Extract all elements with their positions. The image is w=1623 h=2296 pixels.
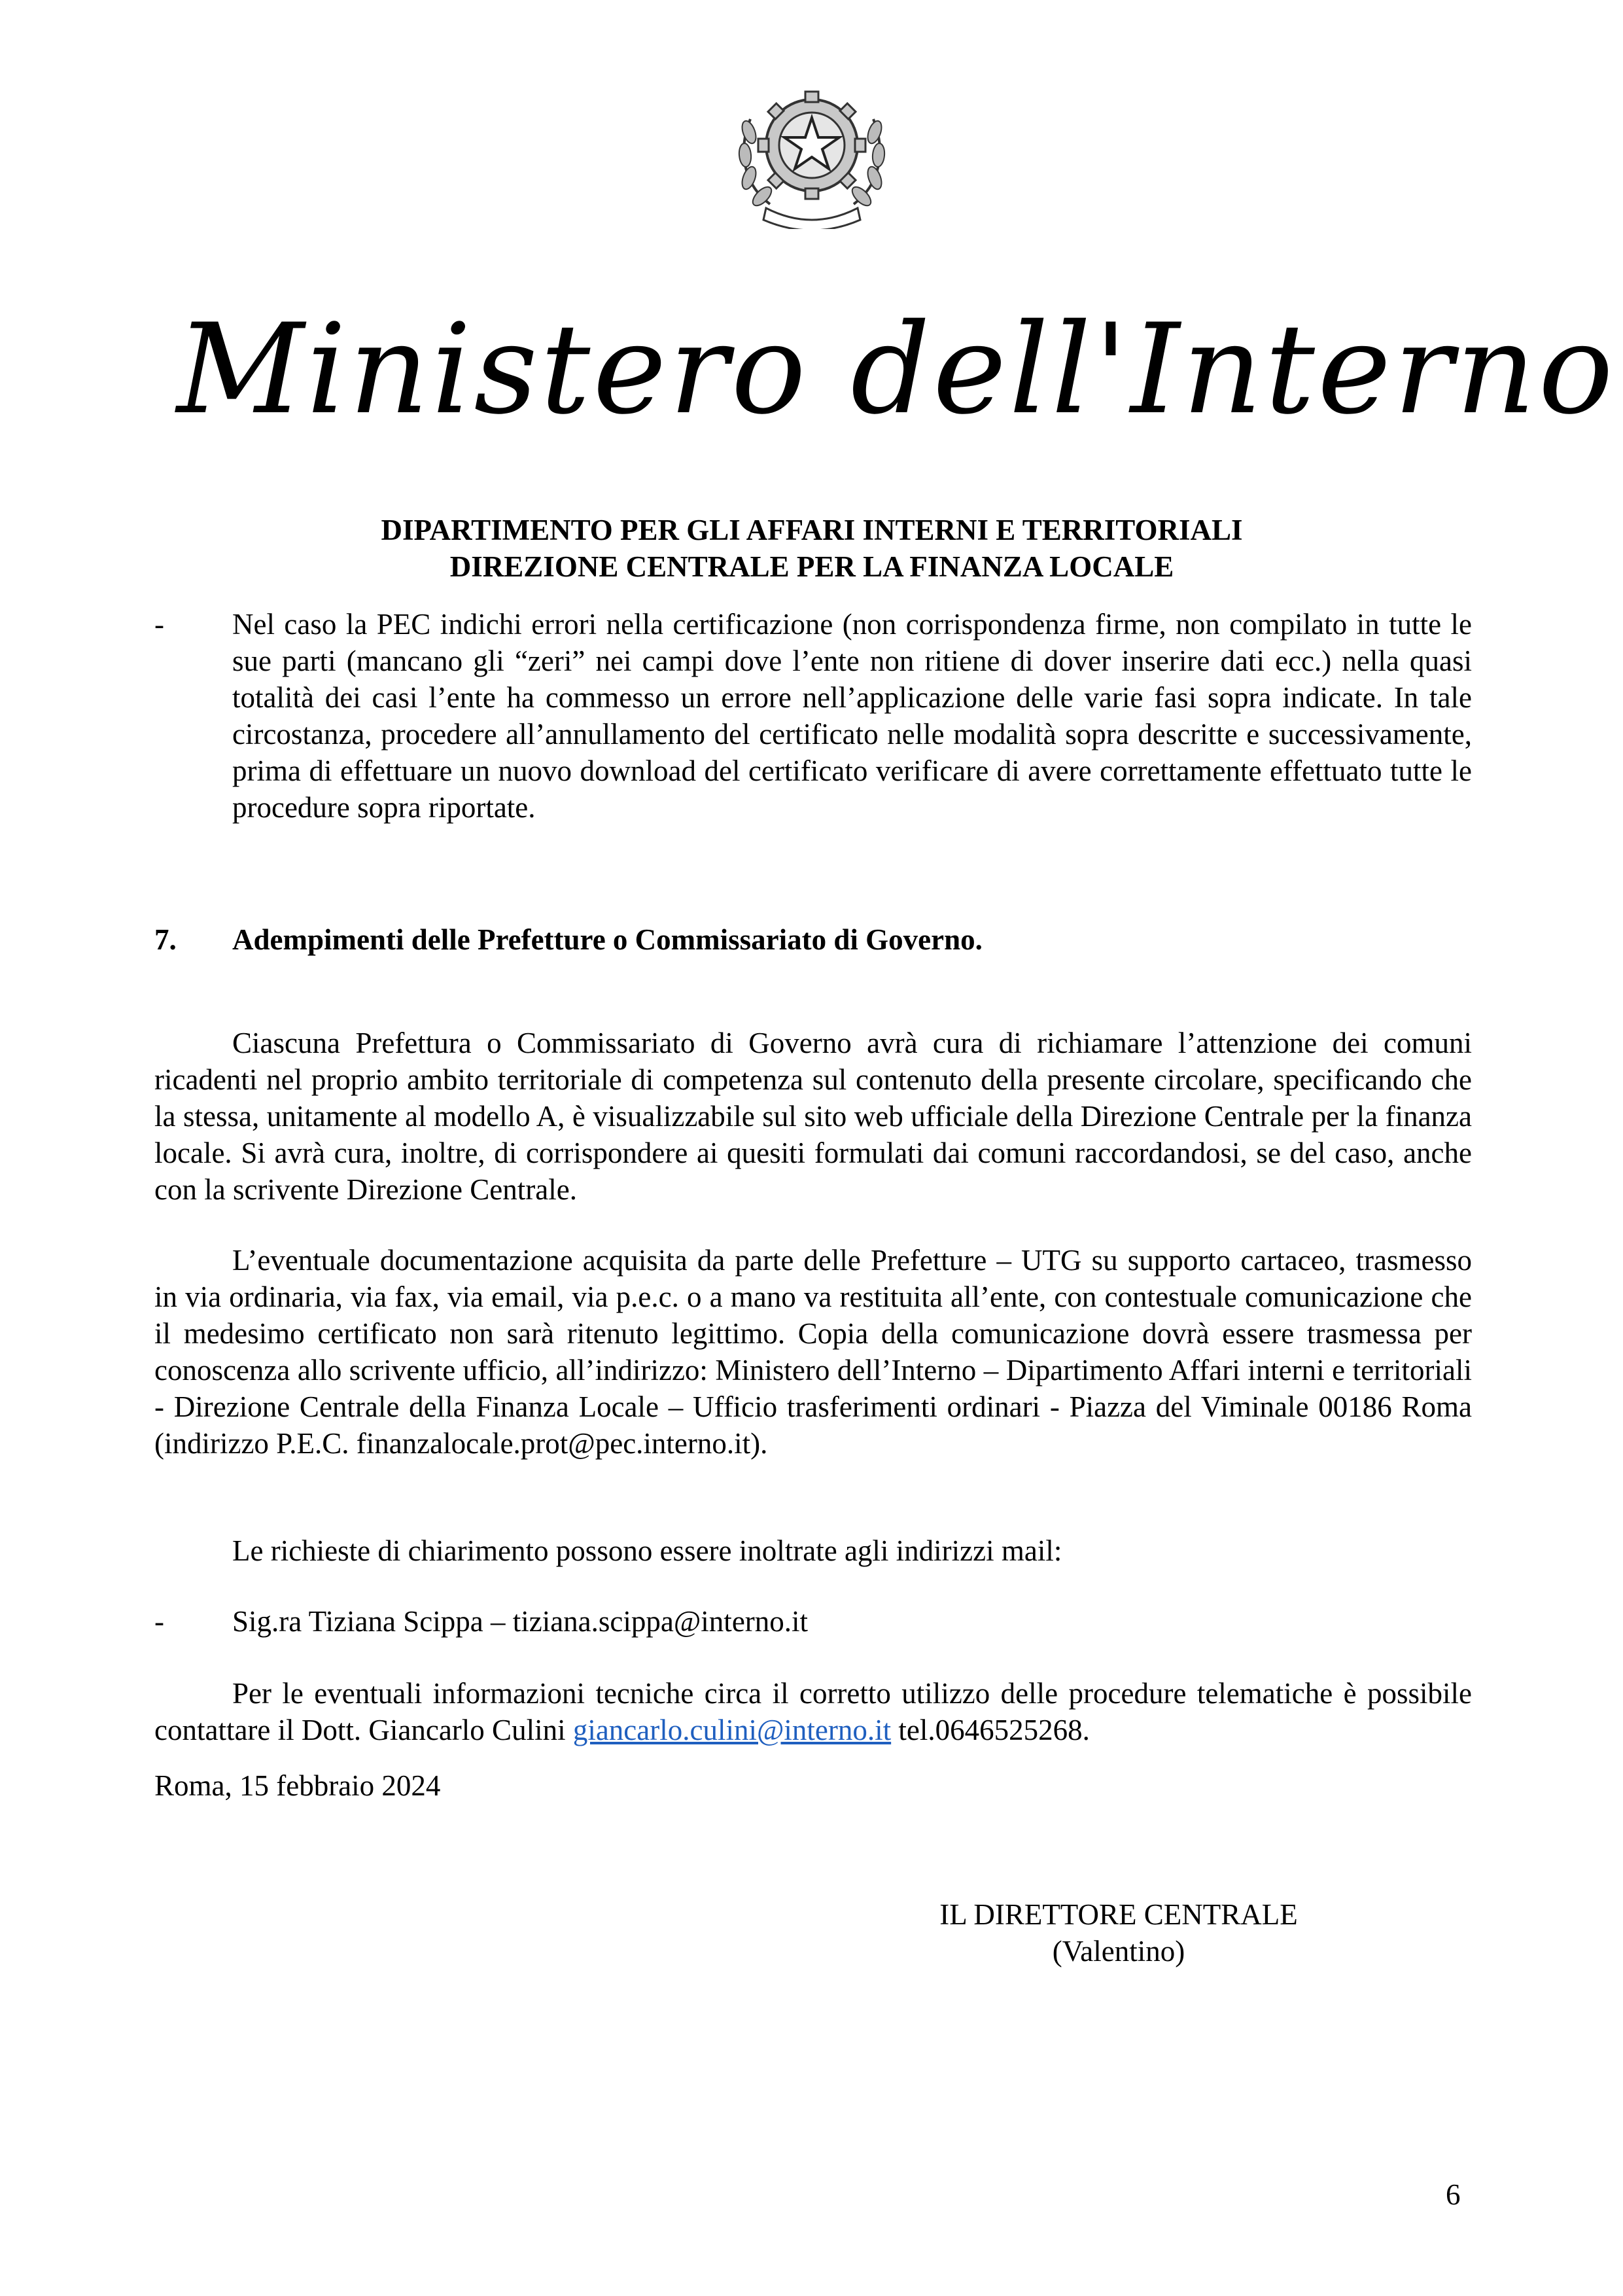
section-number: 7. [154, 923, 177, 956]
signer-role: IL DIRETTORE CENTRALE [939, 1898, 1298, 1931]
list-item [154, 606, 1472, 826]
department-title: DIPARTIMENTO PER GLI AFFARI INTERNI E TERRITORIALI [381, 514, 1243, 546]
bullet-dash: - [154, 1605, 164, 1638]
contact-text: Sig.ra Tiziana Scippa – tiziana.scippa@interno.it [232, 1605, 809, 1638]
signature-block [903, 1896, 1335, 1969]
email-link[interactable]: giancarlo.culini@interno.it [572, 1714, 892, 1746]
italian-republic-emblem-icon [731, 80, 893, 229]
document-date: Roma, 15 febbraio 2024 [154, 1769, 441, 1802]
paragraph-documentazione: L’eventuale documentazione acquisita da parte delle Prefetture – UTG su supporto cartaceo, trasmesso in via ordinaria, via fax, via email, via p.e.c. o a mano va restituita all’ente, con contestuale comunicazione che il medesimo certificato non sarà ritenuto legittimo. Copia della comunicazione dovrà essere trasmessa per conoscenza allo scrivente ufficio, all’indirizzo: Ministero dell’Interno – Dipartimento Affari interni e territoriali - Direzione Centrale della Finanza Locale – Ufficio trasferimenti ordinari - Piazza del Viminale 00186 Roma (indirizzo P.E.C. finanzalocale.prot@pec.interno.it). [154, 1244, 1472, 1460]
directorate-title: DIREZIONE CENTRALE PER LA FINANZA LOCALE [449, 550, 1174, 583]
ministry-name: Ministero dell'Interno [177, 297, 1616, 442]
bullet-text: Nel caso la PEC indichi errori nella certificazione (non corrispondenza firme, non compilato in tutte le sue parti (mancano gli “zeri” nei campi dove l’ente non ritiene di dover inserire dati ecc.) nella quasi totalità dei casi l’ente ha commesso un errore nell’applicazione delle varie fasi sopra indicate. In tale circostanza, procedere all’annullamento del certificato nelle modalità sopra descritte e successivamente, prima di effettuare un nuovo download del certificato verificare di avere correttamente effettuato tutte le procedure sopra riportate. [232, 608, 1472, 824]
paragraph-prefetture: Ciascuna Prefettura o Commissariato di Governo avrà cura di richiamare l’attenzione dei comuni ricadenti nel proprio ambito territoriale di competenza sul contenuto della presente circolare, specificando che la stessa, unitamente al modello A, è visualizzabile sul sito web ufficiale della Direzione Centrale per la finanza locale. Si avrà cura, inoltre, di corrispondere ai quesiti formulati dai comuni raccordandosi, se del caso, anche con la scrivente Direzione Centrale. [154, 1027, 1472, 1206]
contact-item [154, 1603, 1472, 1640]
signer-name: (Valentino) [1052, 1935, 1185, 1968]
document-header [154, 512, 1469, 585]
section-heading [154, 921, 1472, 958]
paragraph-richieste: Le richieste di chiarimento possono essere inoltrate agli indirizzi mail: [232, 1534, 1062, 1567]
section-title: Adempimenti delle Prefetture o Commissariato di Governo. [232, 923, 983, 956]
bullet-dash: - [154, 608, 164, 641]
tech-info-text: Per le eventuali informazioni tecniche circa il corretto utilizzo delle procedure telematiche è possibile contattare il Dott. Giancarlo Culini [154, 1677, 1472, 1746]
tech-info-phone: tel.0646525268. [891, 1714, 1090, 1746]
page-number: 6 [1446, 2178, 1461, 2211]
paragraph-tech-info [154, 1675, 1472, 1748]
